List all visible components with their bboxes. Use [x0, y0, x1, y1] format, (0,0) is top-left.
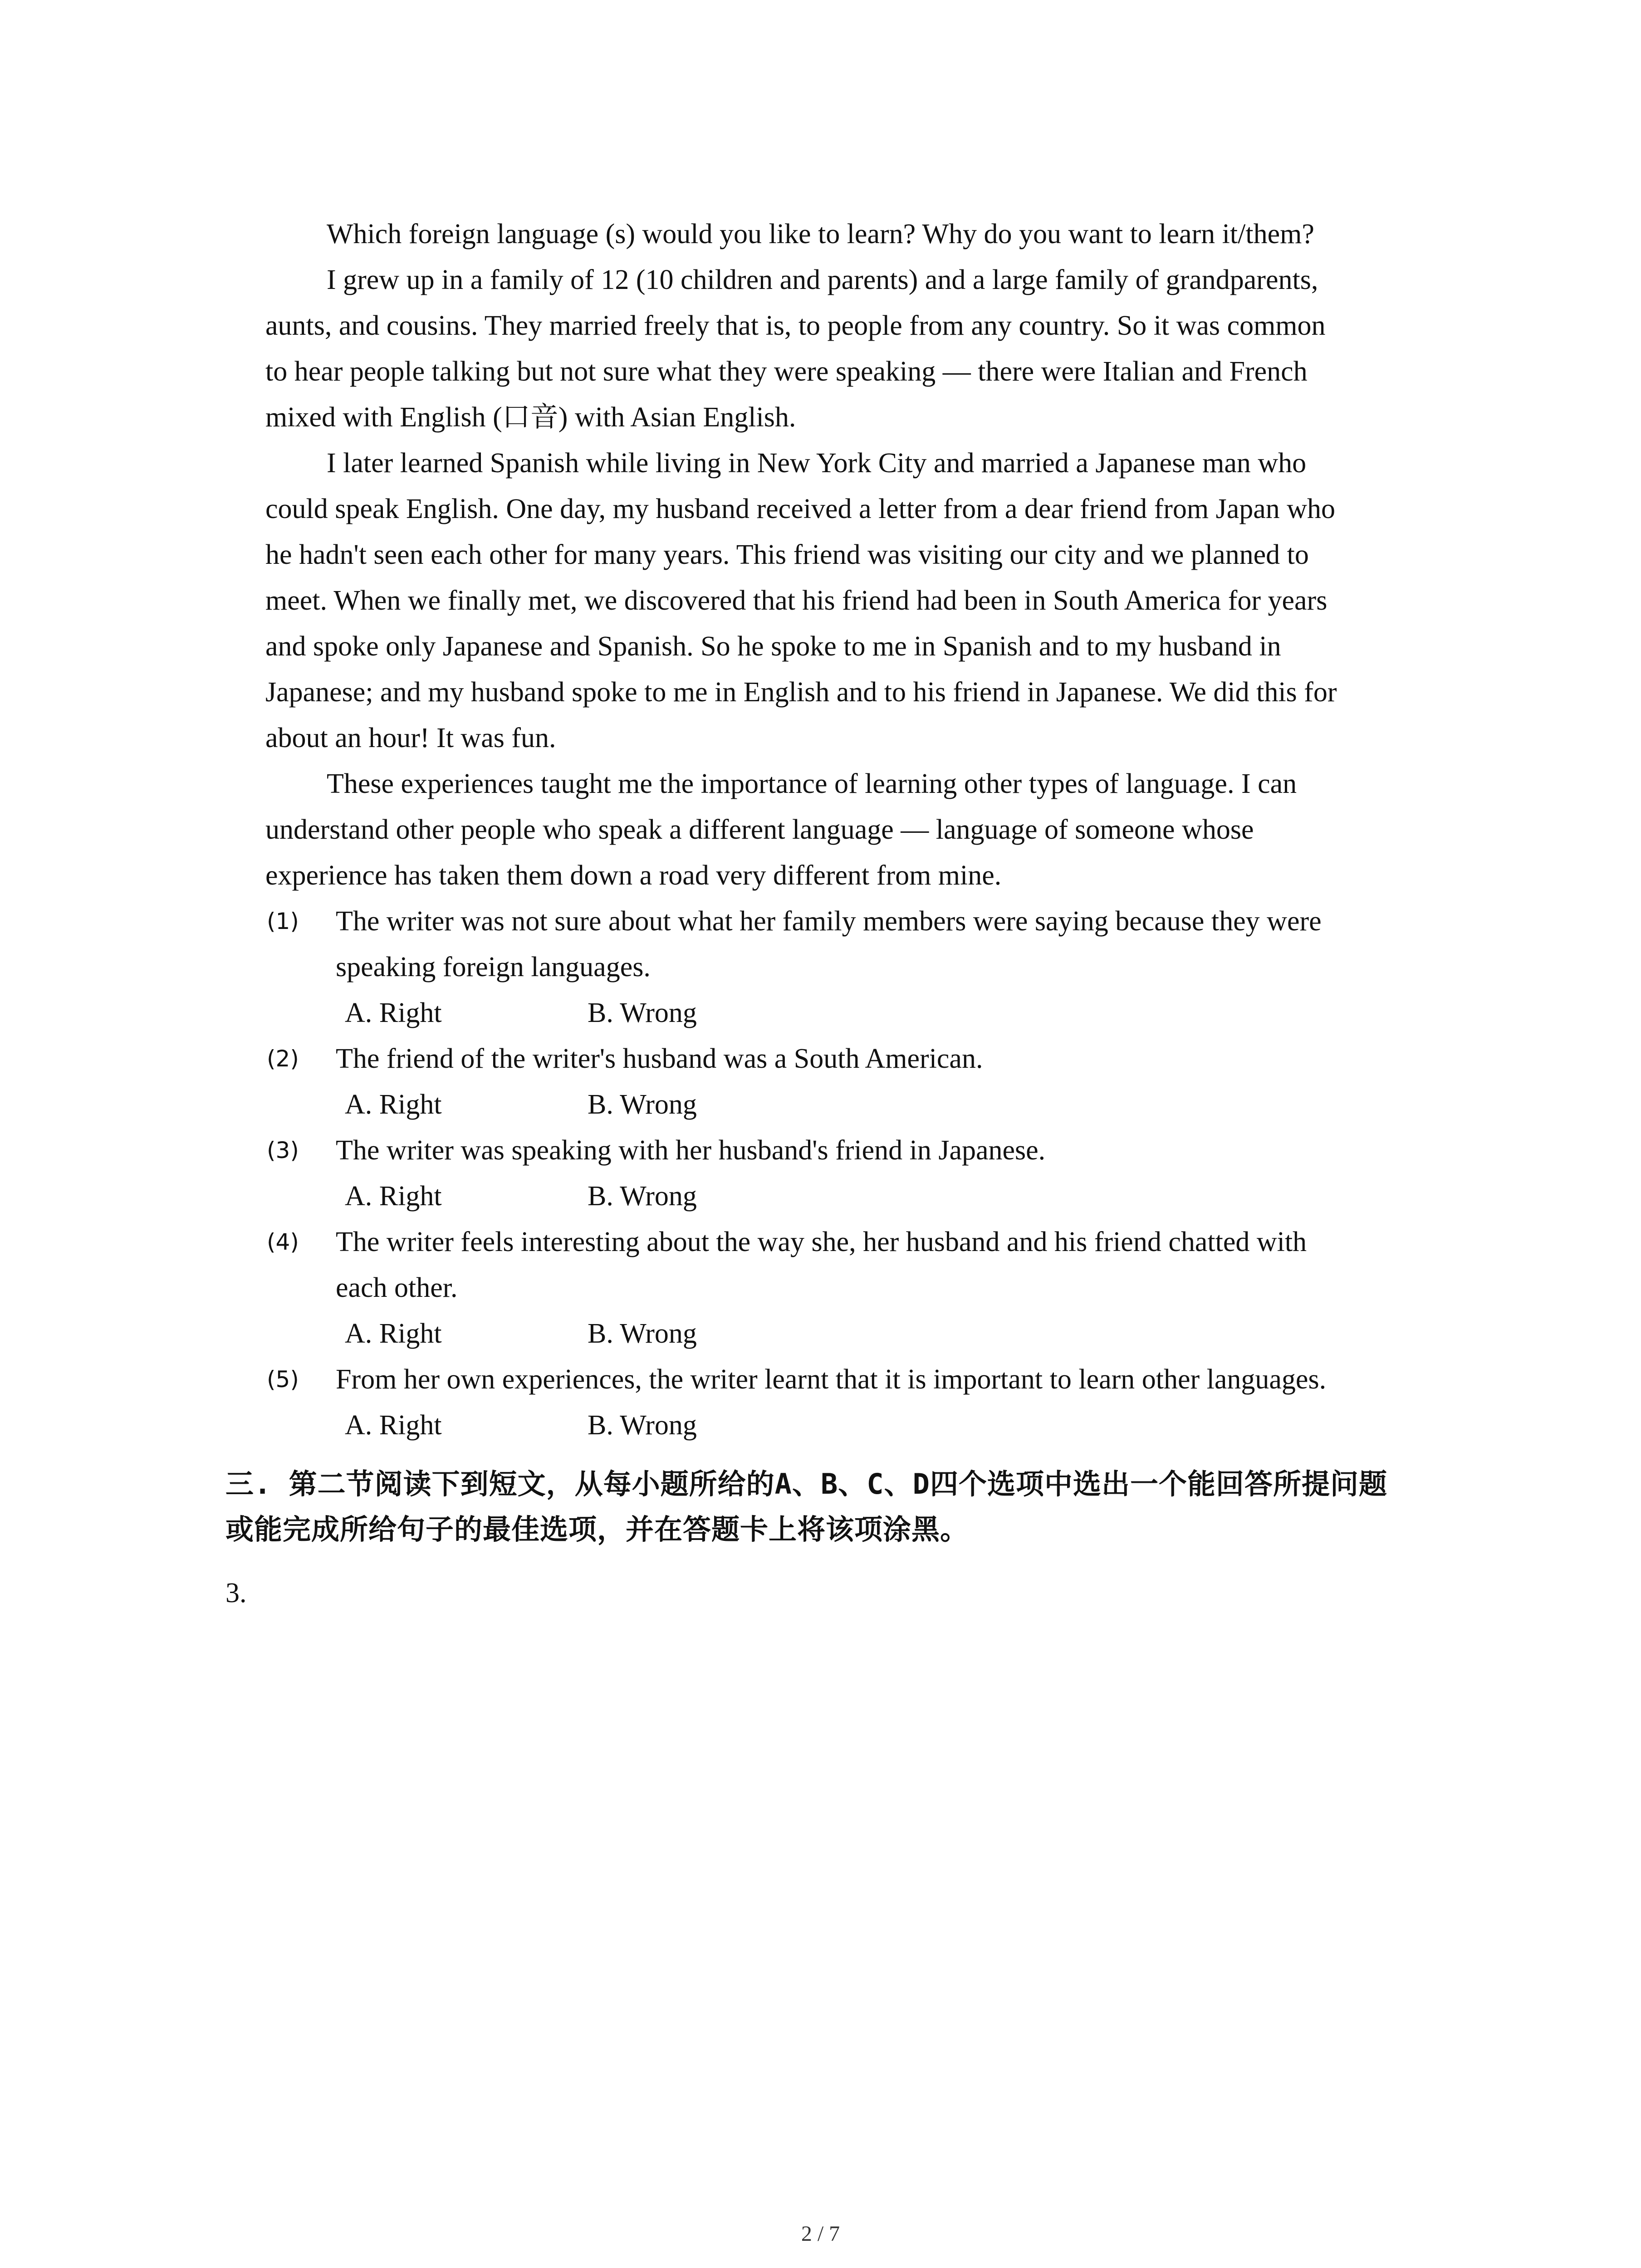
passage-line: understand other people who speak a different language — language of someone whose [265, 814, 1254, 845]
passage-line: about an hour! It was fun. [265, 723, 556, 753]
question-text: From her own experiences, the writer learnt that it is important to learn other languages. [336, 1364, 1327, 1395]
option-b: B. Wrong [588, 1181, 697, 1212]
question-text: The friend of the writer's husband was a South American. [336, 1043, 983, 1074]
question-text: The writer feels interesting about the way she, her husband and his friend chatted with [336, 1227, 1307, 1257]
question-text: The writer was not sure about what her family members were saying because they were [336, 906, 1322, 937]
passage-line: he hadn't seen each other for many years. This friend was visiting our city and we planned to [265, 539, 1309, 570]
option-a: A. Right [345, 1410, 442, 1441]
option-a: A. Right [345, 997, 442, 1028]
question-text: each other. [336, 1272, 458, 1303]
passage-line: aunts, and cousins. They married freely that is, to people from any country. So it was common [265, 310, 1326, 341]
passage-line: mixed with English (口音) with Asian English. [265, 402, 796, 433]
option-a: A. Right [345, 1089, 442, 1120]
passage-line: I later learned Spanish while living in New York City and married a Japanese man who [327, 448, 1307, 479]
passage-line: could speak English. One day, my husband received a letter from a dear friend from Japan who [265, 494, 1336, 524]
passage-line: I grew up in a family of 12 (10 children and parents) and a large family of grandparents, [327, 264, 1318, 295]
question-number: (5) [267, 1366, 299, 1393]
page-number: 2 / 7 [801, 2222, 840, 2246]
section-heading: 三. 第二节阅读下到短文，从每小题所给的A、B、C、D四个选项中选出一个能回答所提问题 [225, 1467, 1387, 1501]
option-a: A. Right [345, 1318, 442, 1349]
passage-line: and spoke only Japanese and Spanish. So he spoke to me in Spanish and to my husband in [265, 631, 1281, 662]
option-b: B. Wrong [588, 1089, 697, 1120]
question-number: (2) [267, 1046, 299, 1072]
option-b: B. Wrong [588, 997, 697, 1028]
question-text: The writer was speaking with her husband's friend in Japanese. [336, 1135, 1046, 1166]
question-number: 3. [225, 1578, 247, 1608]
question-number: (1) [267, 908, 299, 934]
option-b: B. Wrong [588, 1318, 697, 1349]
passage-line: experience has taken them down a road very different from mine. [265, 860, 1002, 891]
passage-line: to hear people talking but not sure what they were speaking — there were Italian and French [265, 356, 1308, 387]
passage-line: Which foreign language (s) would you like to learn? Why do you want to learn it/them? [327, 219, 1314, 249]
section-heading: 或能完成所给句子的最佳选项，并在答题卡上将该项涂黑。 [225, 1513, 969, 1546]
option-b: B. Wrong [588, 1410, 697, 1441]
question-text: speaking foreign languages. [336, 952, 651, 982]
passage-line: meet. When we finally met, we discovered that his friend had been in South America for years [265, 585, 1327, 616]
option-a: A. Right [345, 1181, 442, 1212]
passage-line: Japanese; and my husband spoke to me in English and to his friend in Japanese. We did this for [265, 677, 1337, 708]
question-number: (3) [267, 1137, 299, 1163]
question-number: (4) [267, 1229, 299, 1255]
passage-line: These experiences taught me the importance of learning other types of language. I can [327, 768, 1297, 799]
